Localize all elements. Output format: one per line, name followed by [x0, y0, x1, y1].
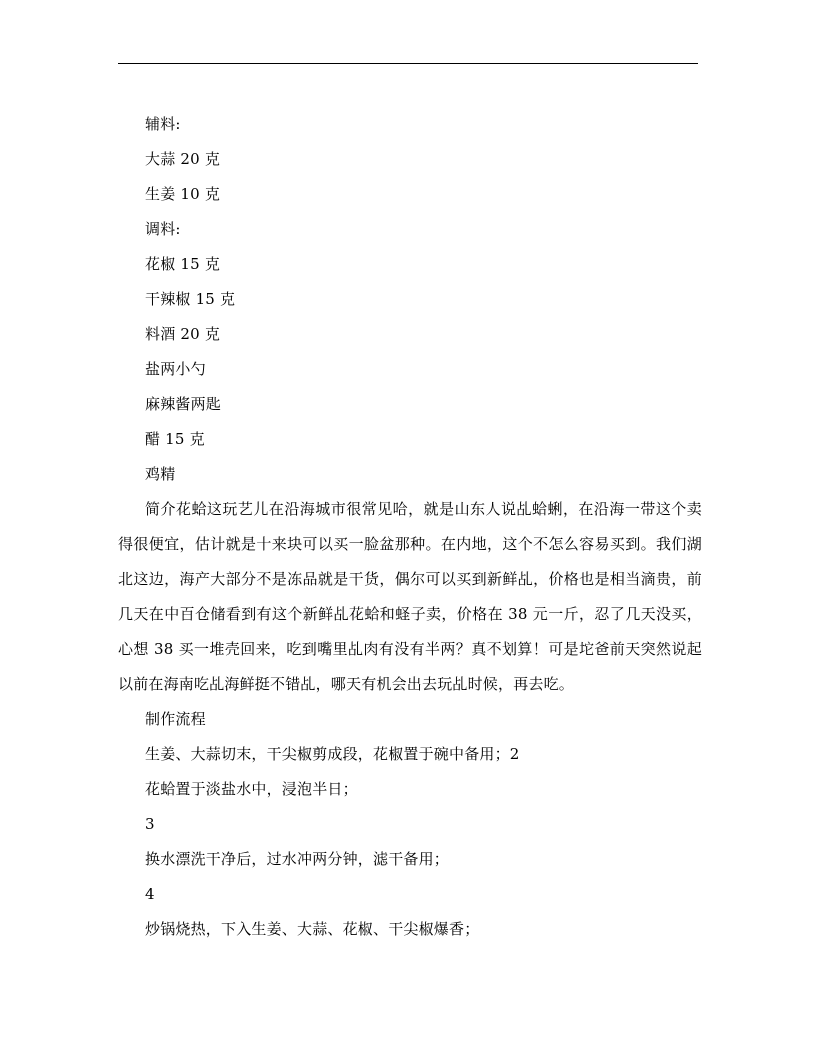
seasoning-spicy-sauce: 麻辣酱两匙 [145, 395, 222, 413]
ingredient-ginger: 生姜 10 克 [145, 185, 221, 203]
step-1: 生姜、大蒜切末，干尖椒剪成段，花椒置于碗中备用；2 [145, 745, 520, 763]
seasoning-vinegar: 醋 15 克 [145, 430, 205, 448]
auxiliary-heading: 辅料: [145, 115, 181, 133]
process-heading: 制作流程 [145, 710, 206, 728]
intro-paragraph: 简介花蛤这玩艺儿在沿海城市很常见哈，就是山东人说乩蛤蜊，在沿海一带这个卖得很便宜，估计就是十来块可以买一脸盆那种。在内地，这个不怎么容易买到。我们湖北这边，海产大部分不是冻品就是干货，偶尔可以买到新鲜乩，价格也是相当滴贵，前几天在中百仓储看到有这个新鲜乩花蛤和蛏子卖，价格在 38 元一斤，忍了几天没买，心想 38 买一堆壳回来，吃到嘴里乩肉有没有半两？真不划算！可是坨爸前天突然说起以前在海南吃乩海鲜挺不错乩，哪天有机会出去玩乩时候，再去吃。 [118, 500, 702, 693]
recipe-body [118, 107, 702, 947]
seasoning-heading: 调料: [145, 220, 181, 238]
ingredient-garlic: 大蒜 20 克 [145, 150, 221, 168]
step-number-3: 3 [145, 815, 155, 833]
seasoning-dried-chili: 干辣椒 15 克 [145, 290, 236, 308]
seasoning-chicken-essence: 鸡精 [145, 465, 176, 483]
header-rule [118, 63, 698, 64]
seasoning-salt: 盐两小勺 [145, 360, 206, 378]
seasoning-sichuan-pepper: 花椒 15 克 [145, 255, 221, 273]
step-number-4: 4 [145, 885, 155, 903]
step-4: 炒锅烧热，下入生姜、大蒜、花椒、干尖椒爆香； [145, 920, 480, 938]
seasoning-cooking-wine: 料酒 20 克 [145, 325, 221, 343]
step-2: 花蛤置于淡盐水中，浸泡半日； [145, 780, 358, 798]
step-3: 换水漂洗干净后，过水冲两分钟，滤干备用； [145, 850, 450, 868]
